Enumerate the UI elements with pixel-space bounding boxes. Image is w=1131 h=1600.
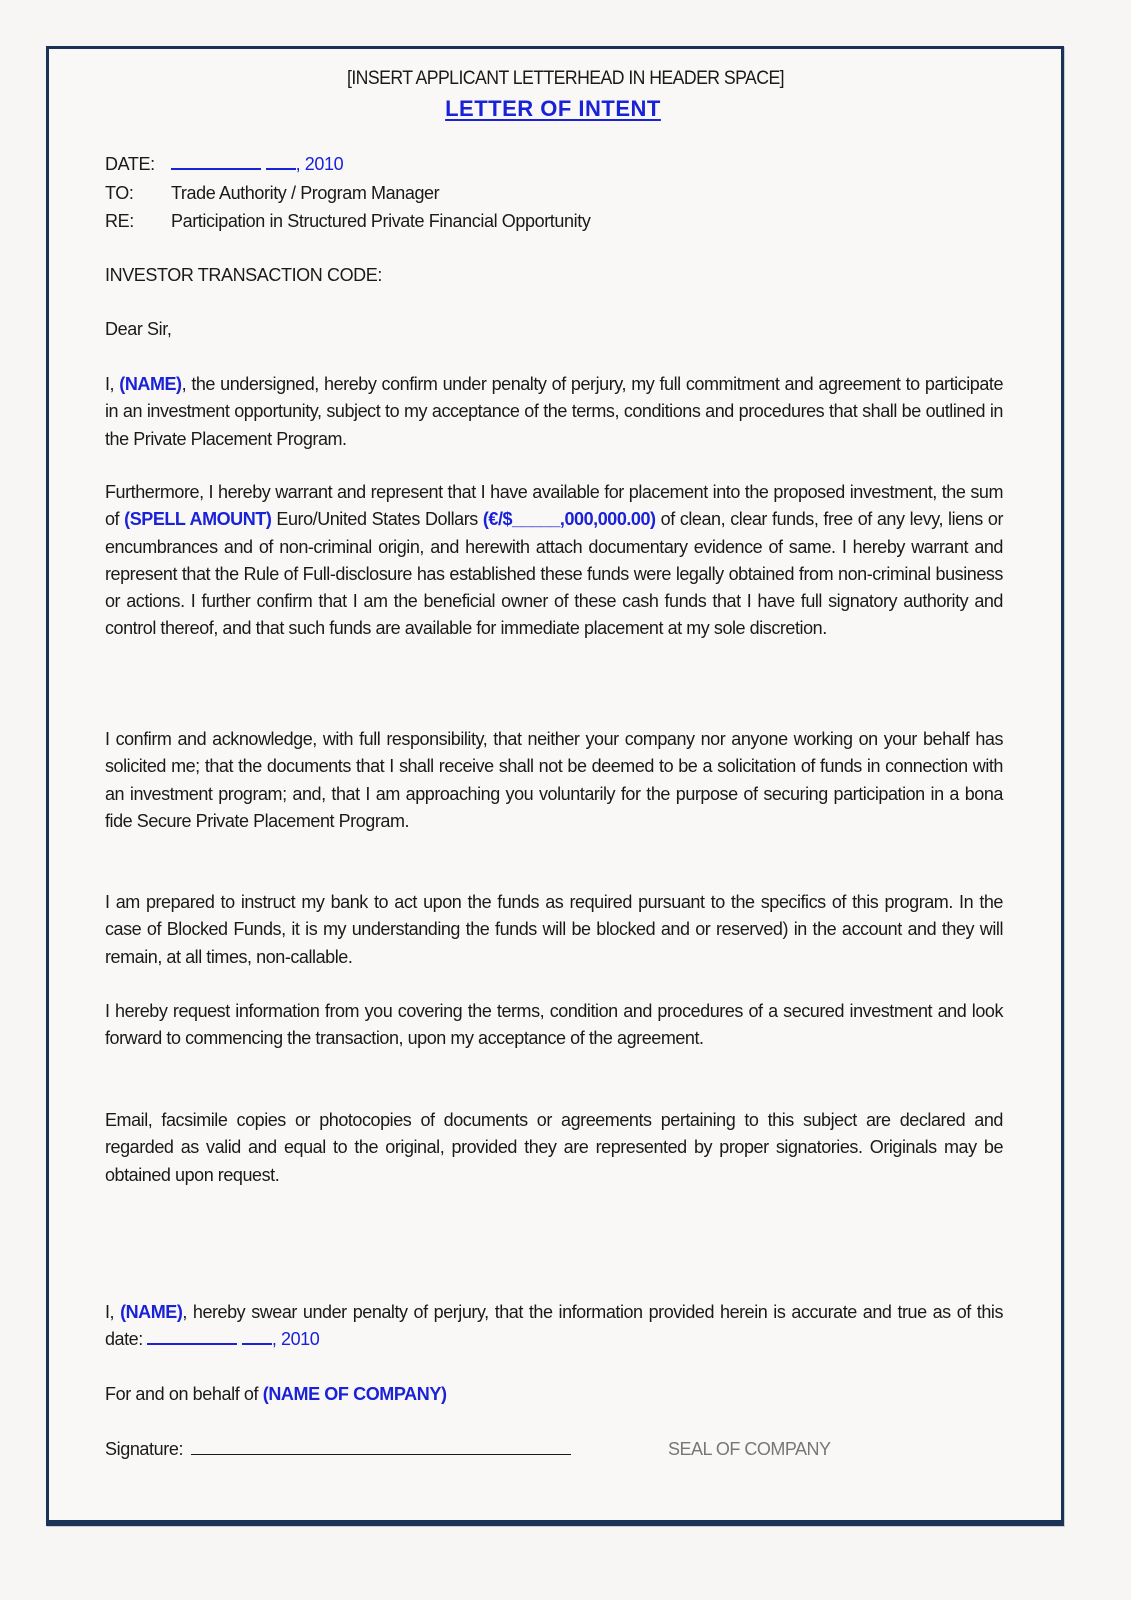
paragraph-bank-instruction: I am prepared to instruct my bank to act upon the funds as required pursuant to the specifics of this program. In the case of Blocked Funds, it is my understanding the funds will be blocked and or reserved) in the account and they will remain, at all times, non-callable. (105, 892, 1003, 967)
date-day-blank[interactable] (266, 152, 296, 170)
re-label: RE: (105, 211, 134, 231)
to-line (105, 180, 439, 207)
p1-prefix: I, (105, 374, 120, 394)
to-label: TO: (105, 183, 134, 203)
date-line (105, 151, 343, 178)
name-placeholder: (NAME) (119, 374, 182, 394)
re-value: Participation in Structured Private Financial Opportunity (171, 211, 591, 231)
oath-date-year: , 2010 (271, 1329, 320, 1350)
behalf-label: For and on behalf of (105, 1384, 263, 1404)
document-title: LETTER OF INTENT (445, 96, 661, 121)
date-year: , 2010 (295, 154, 344, 174)
salutation: Dear Sir, (105, 319, 172, 339)
paragraph-copies-validity: Email, facsimile copies or photocopies of documents or agreements pertaining to this subject are declared and regarded as valid and equal to the original, provided they are represented by proper signatories. Originals may be obtained upon request. (105, 1110, 1003, 1185)
letterhead-placeholder: [INSERT APPLICANT LETTERHEAD IN HEADER SPACE] (346, 68, 785, 89)
p2-text-c: of clean, clear funds, free of any levy, liens or encumbrances and of non-criminal origin, and herewith attach documentary evidence of same. I hereby warrant and represent that the Rule of Full-disclosure has established these funds were legally obtained from non-criminal business or actions. I further confirm that I am the beneficial owner of these cash funds that I have full signatory authority and control thereof, and that such funds are available for immediate placement at my sole discretion. (105, 509, 1003, 639)
seal-of-company: SEAL OF COMPANY (668, 1439, 831, 1459)
signature-line (105, 1436, 571, 1463)
oath-date-day-blank[interactable] (242, 1327, 272, 1345)
oath-prefix: I, (105, 1302, 121, 1322)
paragraph-acknowledgement: I confirm and acknowledge, with full responsibility, that neither your company nor anyone working on your behalf has solicited me; that the documents that I shall receive shall not be deemed to be a solicitation of funds in connection with an investment program; and, that I am approaching you voluntarily for the purpose of securing participation in a bona fide Secure Private Placement Program. (105, 729, 1003, 831)
paragraph-commitment (105, 371, 1003, 453)
date-label: DATE: (105, 154, 155, 174)
amount-figures-placeholder: (€/$_____,000,000.00) (482, 509, 656, 530)
paragraph-oath (105, 1299, 1003, 1354)
p2-text-a: Furthermore, I hereby warrant and represent that I have available for placement into the proposed investment, the sum of (105, 482, 1003, 530)
p1-text: , the undersigned, hereby confirm under penalty of perjury, my full commitment and agreement to participate in an investment opportunity, subject to my acceptance of the terms, conditions and procedures that shall be outlined in the Private Placement Program. (105, 374, 1003, 449)
to-value: Trade Authority / Program Manager (171, 183, 440, 203)
date-month-blank[interactable] (171, 152, 261, 170)
behalf-line (105, 1381, 447, 1408)
transaction-code-label: INVESTOR TRANSACTION CODE: (105, 265, 382, 285)
company-name-placeholder: (NAME OF COMPANY) (262, 1384, 447, 1404)
spell-amount-placeholder: (SPELL AMOUNT) (124, 509, 272, 530)
paragraph-information-request: I hereby request information from you covering the terms, condition and procedures of a secured investment and look forward to commencing the transaction, upon my acceptance of the agreement. (105, 1001, 1003, 1049)
p2-text-b: Euro/United States Dollars (271, 509, 483, 530)
oath-name-placeholder: (NAME) (120, 1302, 183, 1322)
oath-text: , hereby swear under penalty of perjury, that the information provided herein is accurate and true as of this date: (105, 1302, 1003, 1350)
re-line (105, 208, 590, 235)
signature-label: Signature: (105, 1439, 184, 1459)
paragraph-funds (105, 479, 1003, 643)
oath-date-month-blank[interactable] (147, 1327, 237, 1345)
signature-field[interactable] (191, 1436, 571, 1455)
